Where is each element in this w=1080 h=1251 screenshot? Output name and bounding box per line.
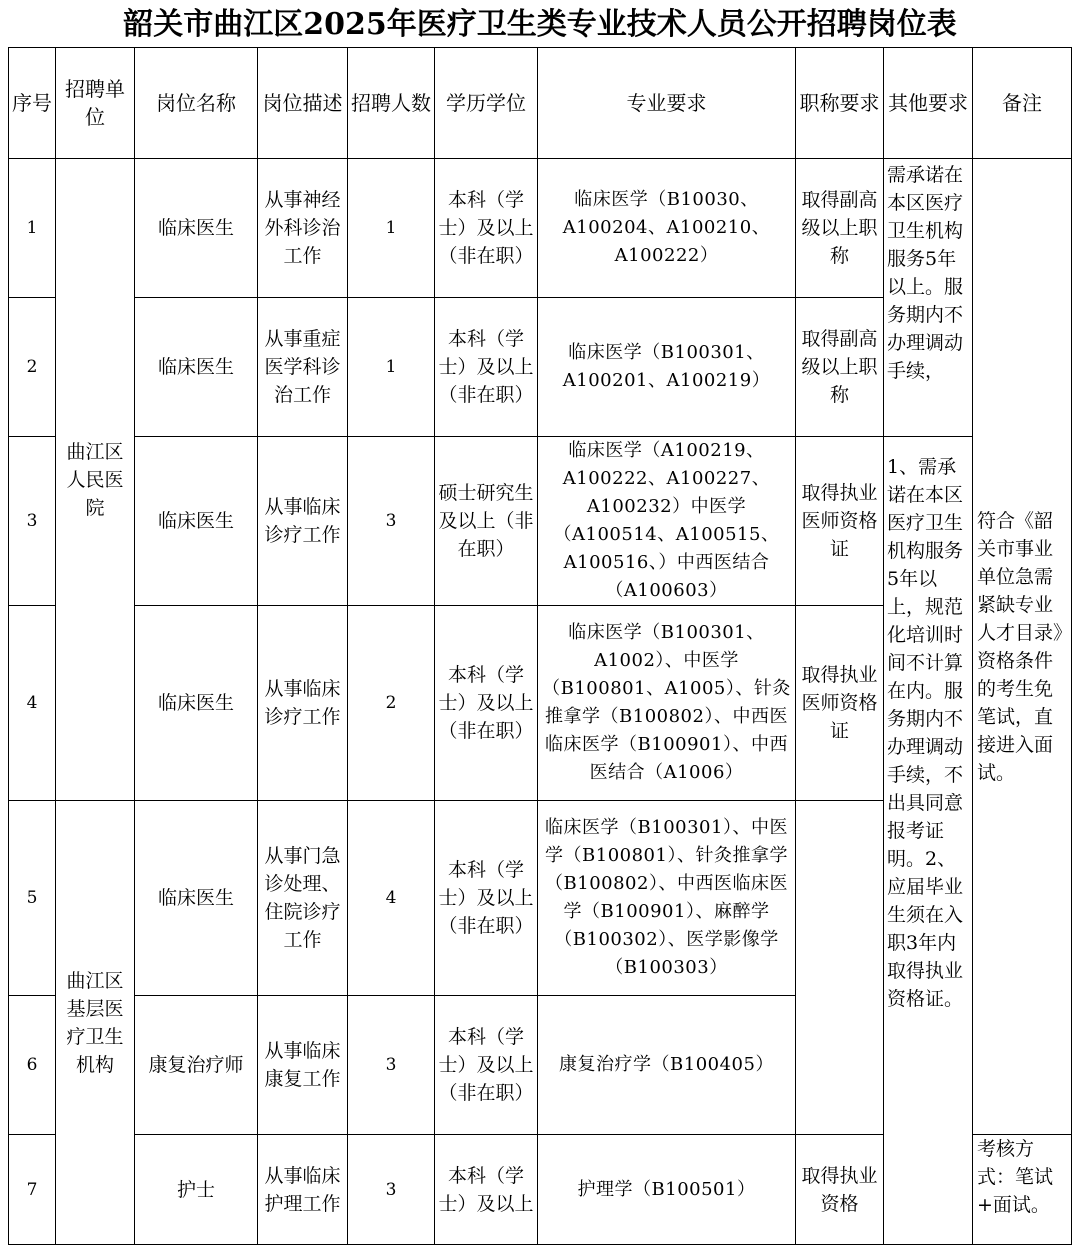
- post-count: 3: [348, 996, 435, 1135]
- header-no: 序号: [9, 48, 56, 159]
- unit-cell: 曲江区人民医院: [56, 159, 135, 801]
- post-count: 3: [348, 437, 435, 606]
- remark-nurse: 考核方式：笔试+面试。: [973, 1135, 1072, 1245]
- edu-req: 硕士研究生及以上（非在职）: [435, 437, 538, 606]
- post-name: 临床医生: [135, 437, 258, 606]
- row-no: 2: [9, 298, 56, 437]
- row-no: 3: [9, 437, 56, 606]
- title-req: [796, 801, 884, 1135]
- post-desc: 从事临床康复工作: [258, 996, 348, 1135]
- title-req: 取得执业资格: [796, 1135, 884, 1245]
- other-requirements: 1、需承诺在本区医疗卫生机构服务5年以上，规范化培训时间不计算在内。服务期内不办理调动手续，不出具同意报考证明。2、应届毕业生须在入职3年内取得执业资格证。: [884, 437, 973, 1245]
- major-req: 临床医学（B100301、A100201、A100219）: [538, 298, 796, 437]
- post-desc: 从事临床诊疗工作: [258, 437, 348, 606]
- major-req: 临床医学（B100301、A1002）、中医学（B100801、A1005）、针灸推拿学（B100802）、中西医临床医学（B100901）、中西医结合（A1006）: [538, 606, 796, 801]
- header-desc: 岗位描述: [258, 48, 348, 159]
- post-name: 护士: [135, 1135, 258, 1245]
- post-desc: 从事神经外科诊治工作: [258, 159, 348, 298]
- edu-req: 本科（学士）及以上（非在职）: [435, 606, 538, 801]
- header-count: 招聘人数: [348, 48, 435, 159]
- post-count: 1: [348, 159, 435, 298]
- post-count: 1: [348, 298, 435, 437]
- post-name: 康复治疗师: [135, 996, 258, 1135]
- post-count: 3: [348, 1135, 435, 1245]
- title-req: 取得执业医师资格证: [796, 606, 884, 801]
- header-post: 岗位名称: [135, 48, 258, 159]
- table-row: [9, 437, 1072, 606]
- post-count: 4: [348, 801, 435, 996]
- post-count: 2: [348, 606, 435, 801]
- header-major: 专业要求: [538, 48, 796, 159]
- unit-cell: 曲江区基层医疗卫生机构: [56, 801, 135, 1245]
- major-req: 临床医学（B10030、A100204、A100210、A100222）: [538, 159, 796, 298]
- header-row: [9, 48, 1072, 159]
- edu-req: 本科（学士）及以上: [435, 1135, 538, 1245]
- post-name: 临床医生: [135, 298, 258, 437]
- post-desc: 从事临床护理工作: [258, 1135, 348, 1245]
- edu-req: 本科（学士）及以上（非在职）: [435, 996, 538, 1135]
- recruitment-table: [8, 47, 1072, 1245]
- major-req: 护理学（B100501）: [538, 1135, 796, 1245]
- post-name: 临床医生: [135, 606, 258, 801]
- header-unit: 招聘单位: [56, 48, 135, 159]
- major-req: 临床医学（A100219、A100222、A100227、A100232）中医学（A100514、A100515、A100516、）中西医结合（A100603）: [538, 437, 796, 606]
- header-remark: 备注: [973, 48, 1072, 159]
- header-other: 其他要求: [884, 48, 973, 159]
- title-req: 取得执业医师资格证: [796, 437, 884, 606]
- header-title-req: 职称要求: [796, 48, 884, 159]
- post-name: 临床医生: [135, 801, 258, 996]
- row-no: 5: [9, 801, 56, 996]
- page-title: 韶关市曲江区2025年医疗卫生类专业技术人员公开招聘岗位表: [123, 7, 957, 42]
- major-req: 康复治疗学（B100405）: [538, 996, 796, 1135]
- row-no: 4: [9, 606, 56, 801]
- remark-cell: 符合《韶关市事业单位急需紧缺专业人才目录》资格条件的考生免笔试，直接进入面试。: [973, 159, 1072, 1135]
- row-no: 7: [9, 1135, 56, 1245]
- major-req: 临床医学（B100301）、中医学（B100801）、针灸推拿学（B100802）、中西医临床医学（B100901）、麻醉学（B100302）、医学影像学（B100303）: [538, 801, 796, 996]
- title-req: 取得副高级以上职称: [796, 159, 884, 298]
- post-name: 临床医生: [135, 159, 258, 298]
- post-desc: 从事临床诊疗工作: [258, 606, 348, 801]
- post-desc: 从事重症医学科诊治工作: [258, 298, 348, 437]
- edu-req: 本科（学士）及以上（非在职）: [435, 801, 538, 996]
- other-requirements: 需承诺在本区医疗卫生机构服务5年以上。服务期内不办理调动手续，: [884, 159, 973, 437]
- table-row: [9, 159, 1072, 298]
- header-edu: 学历学位: [435, 48, 538, 159]
- row-no: 1: [9, 159, 56, 298]
- title-req: 取得副高级以上职称: [796, 298, 884, 437]
- row-no: 6: [9, 996, 56, 1135]
- post-desc: 从事门急诊处理、住院诊疗工作: [258, 801, 348, 996]
- edu-req: 本科（学士）及以上（非在职）: [435, 298, 538, 437]
- edu-req: 本科（学士）及以上（非在职）: [435, 159, 538, 298]
